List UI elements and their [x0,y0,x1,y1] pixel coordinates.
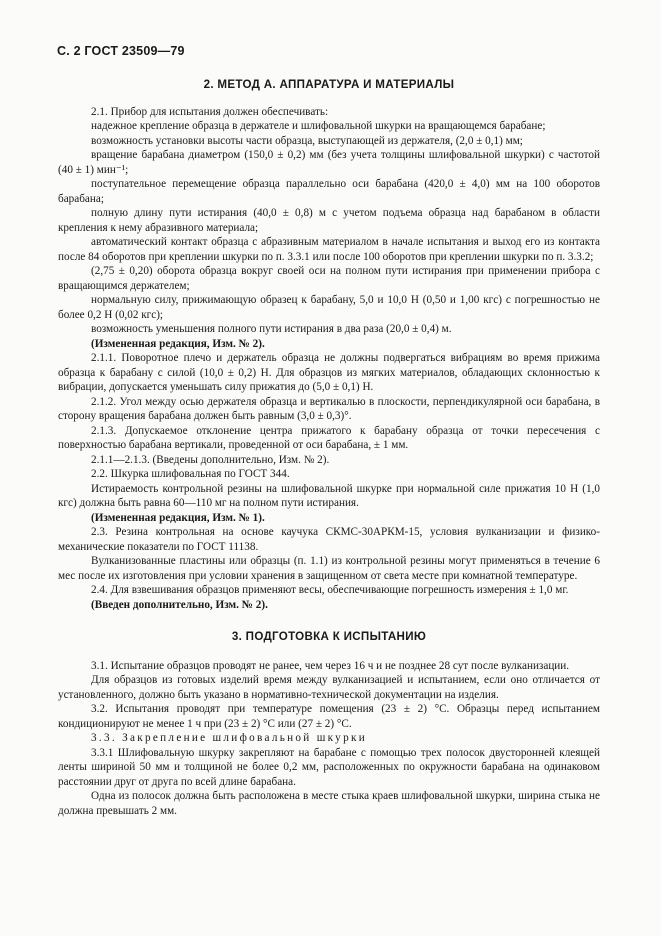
paragraph: 3.2. Испытания проводят при температуре помещения (23 ± 2) °С. Образцы перед испытанием кондиционируют не менее 1 ч при (23 ± 2) °С или (27 ± 2) °С. [58,703,600,730]
paragraph: надежное крепление образца в держателе и шлифовальной шкурки на вращающемся барабане; [91,120,546,132]
paragraph: 2.1.1. Поворотное плечо и держатель образца не должны подвергаться вибрациям во время прижима образца к барабану с силой (10,0 ± 0,2) Н. Для образцов из мягких материалов, обладающих склонностью к вибрации, допускается уменьшать силу прижатия до (5,0 ± 0,1) Н. [58,352,600,393]
paragraph: 2.2. Шкурка шлифовальная по ГОСТ 344. [91,468,290,480]
paragraph: вращение барабана диаметром (150,0 ± 0,2) мм (без учета толщины шлифовальной шкурки) с частотой (40 ± 1) мин⁻¹; [58,149,600,176]
section-3-title: 3. ПОДГОТОВКА К ИСПЫТАНИЮ [231,630,427,643]
paragraph: 2.1.2. Угол между осью держателя образца и вертикалью в плоскости, перпендикулярной оси барабана, в сторону вращения барабана должен быть равным (3,0 ± 0,3)°. [58,395,600,422]
paragraph: (Измененная редакция, Изм. № 2). [91,337,265,350]
paragraph: (Измененная редакция, Изм. № 1). [91,511,265,524]
paragraph: полную длину пути истирания (40,0 ± 0,8) м с учетом подъема образца над барабаном в области крепления к нему абразивного материала; [58,207,600,234]
paragraph: Истираемость контрольной резины на шлифовальной шкурке при нормальной силе прижатия 10 Н (1,0 кгс) должна быть равна 60—110 мг на полном пути истирания. [58,482,600,509]
section-2-body [58,105,600,613]
paragraph: возможность установки высоты части образца, выступающей из держателя, (2,0 ± 0,1) мм; [91,134,523,147]
paragraph: 2.4. Для взвешивания образцов применяют весы, обеспечивающие погрешность измерения ± 1,0 мг. [91,584,569,596]
document-body [58,78,600,818]
paragraph: 3.3. Закрепление шлифовальной шкурки [91,732,367,744]
paragraph: Вулканизованные пластины или образцы (п. 1.1) из контрольной резины могут применяться в течение 6 мес после их изготовления при условии хранения в защищенном от света месте при комнатной температуре. [58,555,600,582]
paragraph: 2.1.1—2.1.3. (Введены дополнительно, Изм. № 2). [91,453,330,466]
paragraph: автоматический контакт образца с абразивным материалом в начале испытания и выход его из контакта после 84 оборотов при креплении шкурки по п. 3.3.1 или после 100 оборотов при креплении шкурки по п. 3.3.2; [58,236,600,263]
paragraph: возможность уменьшения полного пути истирания в два раза (20,0 ± 0,4) м. [91,323,452,335]
page-header: С. 2 ГОСТ 23509—79 [57,44,185,58]
paragraph: Для образцов из готовых изделий время между вулканизацией и испытанием, если оно отличается от установленного, должно быть указано в нормативно-технической документации на изделия. [58,674,600,701]
paragraph: 2.3. Резина контрольная на основе каучука СКМС-30АРКМ-15, условия вулканизации и физико-механические показатели по ГОСТ 11138. [58,526,600,553]
paragraph: Одна из полосок должна быть расположена в месте стыка краев шлифовальной шкурки, ширина стыка не должна превышать 2 мм. [58,790,600,817]
paragraph: 2.1. Прибор для испытания должен обеспечивать: [91,105,329,118]
paragraph: 3.3.1 Шлифовальную шкурку закрепляют на барабане с помощью трех полосок двусторонней клеящей ленты шириной 50 мм и толщиной не более 0,2 мм, расположенных по окружности барабана на одинаковом расстоянии друг от друга по всей длине барабана. [58,746,600,788]
paragraph: (2,75 ± 0,20) оборота образца вокруг своей оси на полном пути истирания при применении прибора с вращающимся держателем; [58,265,600,292]
paragraph: поступательное перемещение образца параллельно оси барабана (420,0 ± 4,0) мм на 100 оборотов барабана; [58,178,600,205]
paragraph: (Введен дополнительно, Изм. № 2). [91,598,268,611]
paragraph: 2.1.3. Допускаемое отклонение центра прижатого к барабану образца от точки пересечения с поверхностью барабана вертикали, проведенной от оси барабана, ± 1 мм. [58,424,600,451]
section-3-body [58,659,600,819]
section-2-title: 2. МЕТОД А. АППАРАТУРА И МАТЕРИАЛЫ [203,78,455,91]
paragraph: нормальную силу, прижимающую образец к барабану, 5,0 и 10,0 Н (0,50 и 1,00 кгс) с погрешностью не более 0,2 Н (0,02 кгс); [58,294,600,321]
paragraph: 3.1. Испытание образцов проводят не ранее, чем через 16 ч и не позднее 28 сут после вулканизации. [91,659,570,672]
